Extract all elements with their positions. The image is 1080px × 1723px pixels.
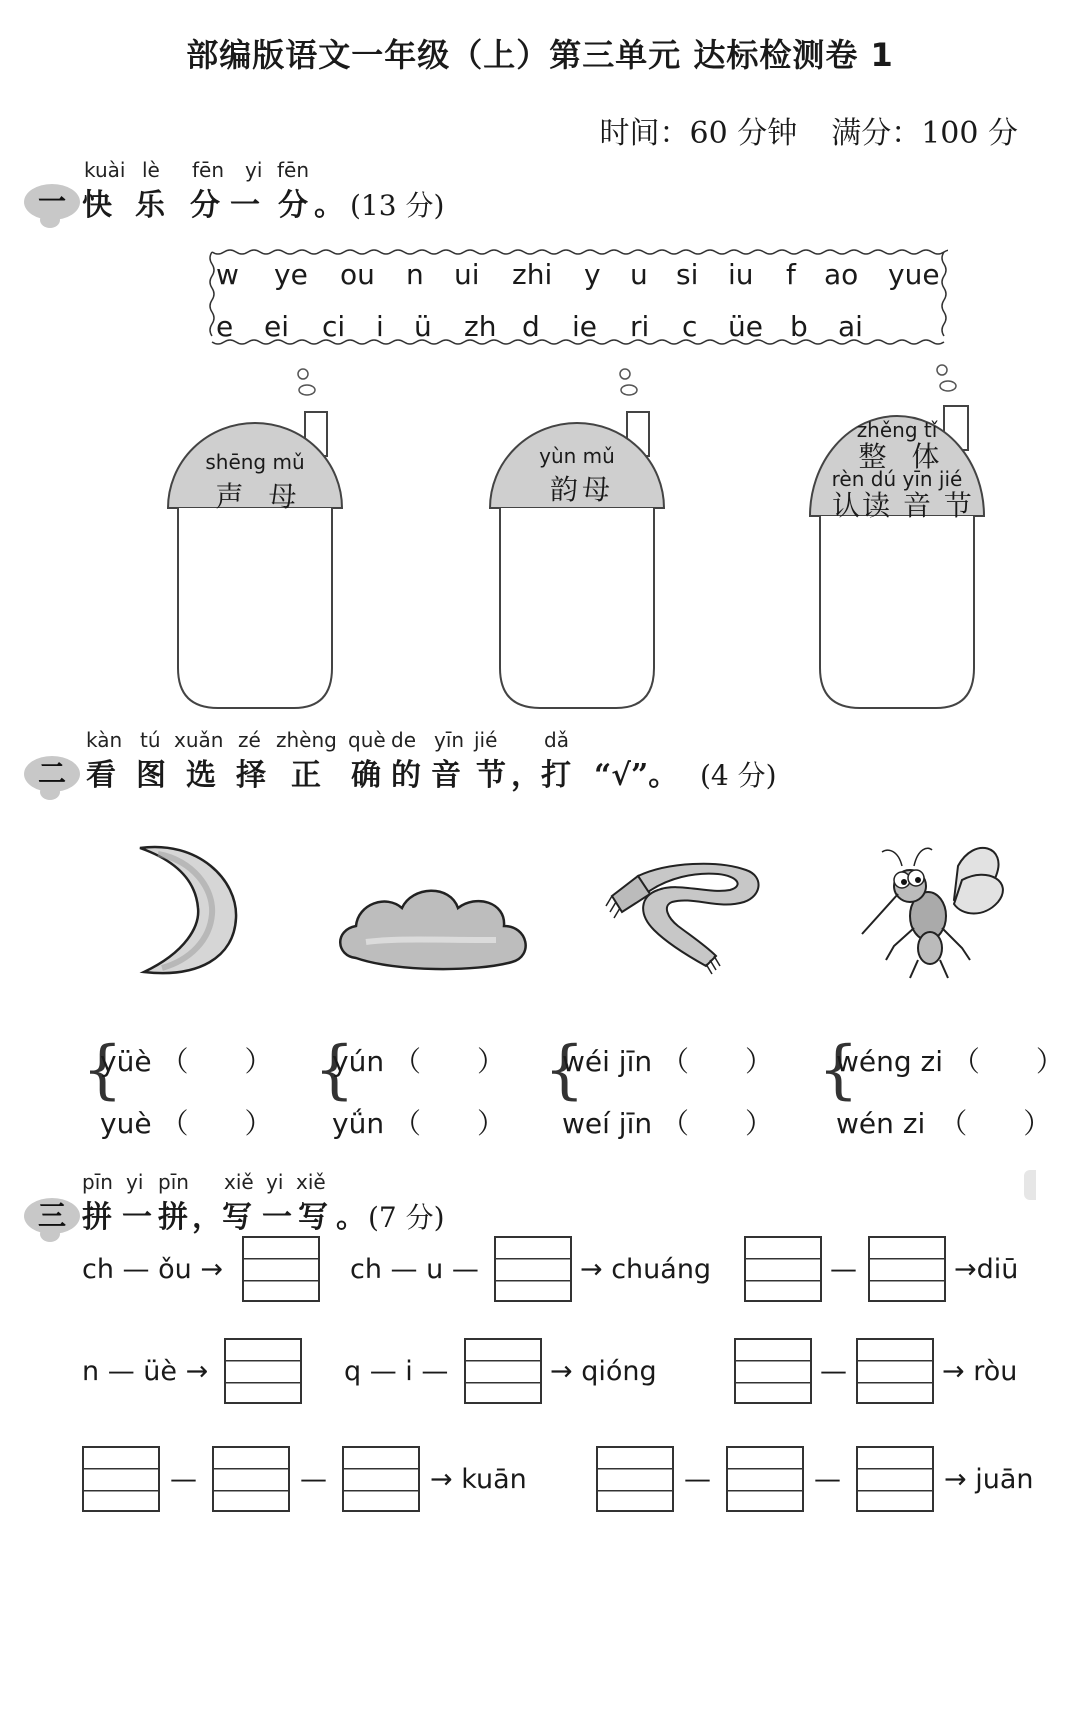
letter: iu [728,258,754,291]
house-pinyin: rèn dú yīn jié [831,467,963,491]
row3-dash: — [684,1464,711,1495]
letter: yue [888,258,940,291]
writing-box[interactable] [726,1446,804,1512]
brace: { [818,1033,859,1107]
pinyin: xiě [296,1170,326,1194]
letter: u [630,258,648,291]
house-label: 认读 音 节 [832,489,974,522]
char: 乐 [135,188,165,223]
row2-b-prefix: q — i — [344,1356,449,1387]
row2-c-dash: — [820,1356,847,1387]
section2-score: (4 分) [700,759,777,792]
pinyin: xuǎn [174,728,224,752]
section1-badge [22,180,82,232]
house-pinyin: zhěng tǐ [856,418,938,442]
letter: üe [728,310,763,343]
letter: ri [630,310,650,343]
pinyin: dǎ [544,728,569,752]
char: 的 [391,758,421,793]
letter: d [522,310,540,343]
letter: i [376,310,384,343]
brace: { [544,1033,585,1107]
option[interactable]: wén zi （ ） [836,1107,1052,1140]
letter: y [584,258,601,291]
row1-b-suffix: → chuáng [580,1254,712,1285]
option[interactable]: weí jīn （ ） [562,1107,774,1140]
row3-a-suffix: → kuān [430,1464,527,1495]
writing-box[interactable] [868,1236,946,1302]
row1-c-dash: — [830,1254,857,1285]
letter: b [790,310,808,343]
char: 确 [351,758,381,793]
section1-number: 一 [37,185,67,218]
section1-score: (13 分) [350,189,445,222]
char: 一 [122,1200,152,1235]
char: 快 [82,188,112,223]
char: 选 [186,758,216,793]
row1-a-prefix: ch — ǒu → [82,1254,223,1285]
writing-box[interactable] [342,1446,420,1512]
writing-box[interactable] [744,1236,822,1302]
writing-box[interactable] [856,1338,934,1404]
section3-number: 三 [37,1199,67,1232]
writing-box[interactable] [734,1338,812,1404]
section3-score: (7 分) [368,1201,445,1234]
letter: ci [322,310,346,343]
house-finals [482,368,682,718]
char: 节 [476,758,506,793]
row3-dash: — [300,1464,327,1495]
scarf-image [598,856,774,976]
writing-box[interactable] [856,1446,934,1512]
section2-number: 二 [37,757,67,790]
char: 一 [230,188,260,223]
brace: { [314,1033,355,1107]
letter: ai [838,310,863,343]
option[interactable]: yǘn （ ） [332,1107,505,1140]
moon-image [128,840,248,980]
char: 音 [431,758,461,793]
char: 拼 [82,1200,112,1235]
row3-dash: — [814,1464,841,1495]
letter: ui [454,258,480,291]
cloud-image [336,880,536,980]
house-whole-syllables [802,362,1002,718]
char: 分 [190,188,220,223]
section3-badge [22,1194,82,1246]
char: 看 [86,758,116,793]
char: 。 [314,188,344,223]
letter: c [682,310,698,343]
pinyin: què [348,728,386,752]
option[interactable]: yüè （ ） [100,1045,273,1078]
pinyin: yi [126,1170,144,1194]
letters-row-2 [216,310,946,346]
house-label: 韵母 [549,473,614,506]
char: 打 [541,758,571,793]
char: 正 [291,758,321,793]
letter: ye [274,258,308,291]
pinyin: fēn [192,158,225,182]
char: 拼 [158,1200,188,1235]
option[interactable]: wéi jīn （ ） [562,1045,774,1078]
exam-full-score: 满分：100 分 [831,116,1018,151]
pinyin: xiě [224,1170,254,1194]
char: 择 [236,758,266,793]
letter: ao [824,258,859,291]
house-pinyin: shēng mǔ [205,450,305,474]
pinyin: kàn [86,728,123,752]
pinyin: yi [245,158,263,182]
char: 分 [278,188,308,223]
pinyin: fēn [277,158,310,182]
exam-meta [565,108,1018,152]
writing-box[interactable] [212,1446,290,1512]
pinyin: de [391,728,416,752]
char: ， [511,758,541,793]
pinyin: pīn [82,1170,113,1194]
mosquito-image [858,836,1008,986]
char: 写 [222,1200,252,1235]
section2-badge [22,752,82,804]
row2-c-suffix: → ròu [942,1356,1018,1387]
letter: zhi [512,258,553,291]
house-pinyin: yùn mǔ [539,444,615,468]
letter: ü [414,310,432,343]
writing-box[interactable] [82,1446,160,1512]
house-initials [160,368,360,718]
writing-box[interactable] [224,1338,302,1404]
row2-a-prefix: n — üè → [82,1356,209,1387]
letter: zh [464,310,497,343]
check-mark-text: “√”。 [594,758,679,793]
option[interactable]: wéng zi （ ） [836,1045,1064,1078]
pinyin: yi [266,1170,284,1194]
pinyin: jié [474,728,498,752]
writing-box[interactable] [464,1338,542,1404]
row3-b-suffix: → juān [944,1464,1034,1495]
pinyin: yīn [434,728,465,752]
pinyin: tú [140,728,161,752]
letter: n [406,258,424,291]
option[interactable]: yún （ ） [332,1045,505,1078]
letter: w [216,258,239,291]
row3-dash: — [170,1464,197,1495]
writing-box[interactable] [494,1236,572,1302]
page-title: 部编版语文一年级（上）第三单元 达标检测卷 1 [186,36,894,74]
edge-mark [1024,1170,1036,1200]
pinyin: lè [142,158,160,182]
char: 图 [136,758,166,793]
writing-box[interactable] [242,1236,320,1302]
row1-b-prefix: ch — u — [350,1254,479,1285]
row2-b-suffix: → qióng [550,1356,657,1387]
letter: ei [264,310,290,343]
letter: ie [572,310,598,343]
char: 。 [336,1200,366,1235]
letters-row-1 [216,258,946,294]
pinyin: zé [238,728,261,752]
house-label: 整 体 [858,440,948,473]
char: ， [192,1200,222,1235]
char: 写 [298,1200,328,1235]
char: 一 [262,1200,292,1235]
letter: f [786,258,796,291]
pinyin: kuài [84,158,126,182]
exam-time: 时间：60 分钟 [599,116,798,151]
option[interactable]: yuè （ ） [100,1107,273,1140]
letter: si [676,258,699,291]
pinyin: zhèng [276,728,337,752]
letter: e [216,310,234,343]
brace: { [82,1033,123,1107]
house-label: 声 母 [215,480,305,513]
row1-c-suffix: →diū [954,1254,1019,1285]
pinyin: pīn [158,1170,189,1194]
writing-box[interactable] [596,1446,674,1512]
letter: ou [340,258,375,291]
